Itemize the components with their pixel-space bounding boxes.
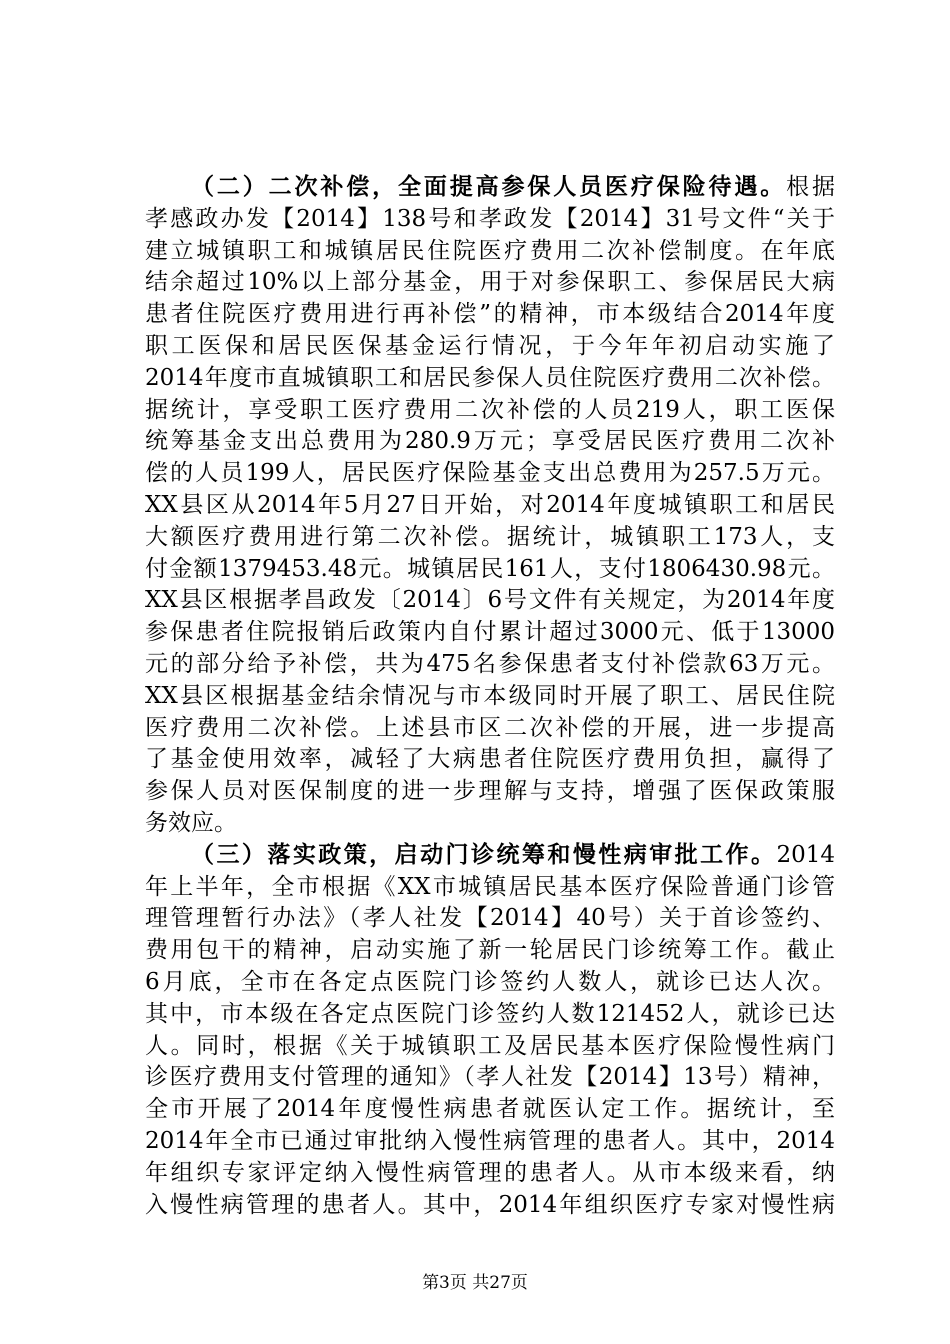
paragraph-line: 偿的人员199人，居民医疗保险基金支出总费用为257.5万元。 [145,460,835,487]
paragraph-line: 参保人员对医保制度的进一步理解与支持，增强了医保政策服 [145,778,835,805]
paragraph-line: 诊医疗费用支付管理的通知》（孝人社发【2014】13号）精神， [145,1064,835,1091]
paragraph-line: 参保患者住院报销后政策内自付累计超过3000元、低于13000 [145,619,835,646]
paragraph-line: 职工医保和居民医保基金运行情况，于今年年初启动实施了 [145,332,835,359]
document-body [145,172,835,1221]
paragraph-line: 其中，市本级在各定点医院门诊签约人数121452人，就诊已达 [145,1000,835,1027]
paragraph-line: XX县区从2014年5月27日开始，对2014年度城镇职工和居民 [145,491,835,518]
section-heading-3: （三）落实政策，启动门诊统筹和慢性病审批工作。 [191,841,777,868]
paragraph-line: XX县区根据基金结余情况与市本级同时开展了职工、居民住院 [145,682,835,709]
paragraph-line: 大额医疗费用进行第二次补偿。据统计，城镇职工173人，支 [145,523,835,550]
paragraph-line: 人。同时，根据《关于城镇职工及居民基本医疗保险慢性病门 [145,1032,835,1059]
paragraph-line: 医疗费用二次补偿。上述县市区二次补偿的开展，进一步提高 [145,714,835,741]
paragraph-line: 患者住院医疗费用进行再补偿”的精神，市本级结合2014年度 [145,301,835,328]
paragraph-line: 2014年全市已通过审批纳入慢性病管理的患者人。其中，2014 [145,1127,835,1154]
paragraph-line: XX县区根据孝昌政发〔2014〕6号文件有关规定，为2014年度 [145,587,835,614]
paragraph-line: 年组织专家评定纳入慢性病管理的患者人。从市本级来看，纳 [145,1159,835,1186]
paragraph-line: 2014年度市直城镇职工和居民参保人员住院医疗费用二次补偿。 [145,364,835,391]
paragraph-line: 建立城镇职工和城镇居民住院医疗费用二次补偿制度。在年底 [145,237,835,264]
section-heading-2: （二）二次补偿，全面提高参保人员医疗保险待遇。 [191,174,787,200]
paragraph-line: 年上半年，全市根据《XX市城镇居民基本医疗保险普通门诊管 [145,873,835,900]
paragraph-line: 6月底，全市在各定点医院门诊签约人数人，就诊已达人次。 [145,968,835,995]
paragraph-line: 据统计，享受职工医疗费用二次补偿的人员219人，职工医保 [145,396,835,423]
paragraph-line: 了基金使用效率，减轻了大病患者住院医疗费用负担，赢得了 [145,746,835,773]
paragraph-line: 理管理暂行办法》（孝人社发【2014】40号）关于首诊签约、 [145,905,835,932]
paragraph-2-line-1 [145,840,835,872]
paragraph-line: 入慢性病管理的患者人。其中，2014年组织医疗专家对慢性病 [145,1191,835,1218]
paragraph-line: 全市开展了2014年度慢性病患者就医认定工作。据统计，至 [145,1096,835,1123]
paragraph-line: 孝感政办发【2014】138号和孝政发【2014】31号文件“关于 [145,205,835,232]
paragraph-text: 根据 [786,174,835,200]
paragraph-line: 付金额1379453.48元。城镇居民161人，支付1806430.98元。 [145,555,835,582]
paragraph-line: 结余超过10%以上部分基金，用于对参保职工、参保居民大病 [145,269,835,296]
paragraph-text: 2014 [776,841,835,868]
page-footer: 第3页 共27页 [422,1273,528,1293]
paragraph-line: 务效应。 [145,809,237,836]
paragraph-1-line-1 [145,172,835,204]
paragraph-line: 统筹基金支出总费用为280.9万元；享受居民医疗费用二次补 [145,428,835,455]
paragraph-line: 费用包干的精神，启动实施了新一轮居民门诊统筹工作。截止 [145,937,835,964]
paragraph-line: 元的部分给予补偿，共为475名参保患者支付补偿款63万元。 [145,650,835,677]
